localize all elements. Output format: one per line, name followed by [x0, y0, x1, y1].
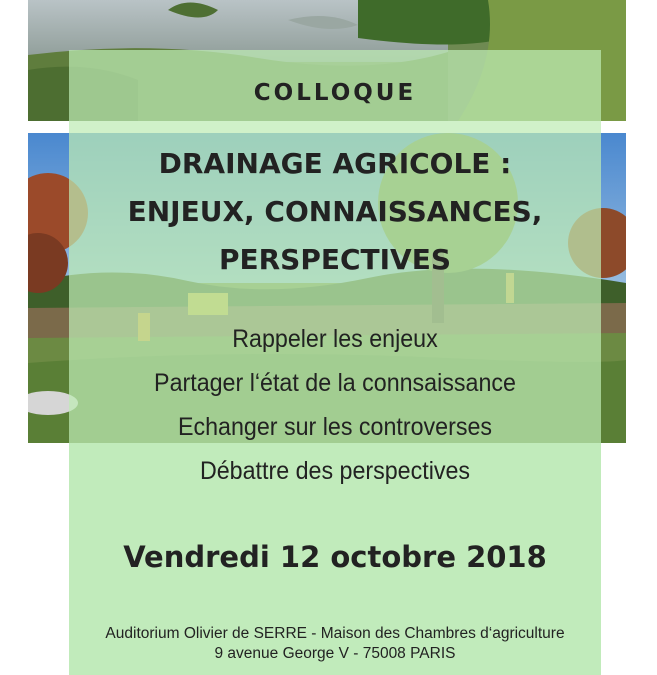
- objective-item: Débattre des perspectives: [199, 457, 471, 485]
- objective-item: Rappeler les enjeux: [232, 325, 438, 353]
- venue-address: 9 avenue George V - 75008 PARIS: [214, 645, 456, 662]
- event-venue: [69, 624, 601, 664]
- title-line: DRAINAGE AGRICOLE :: [158, 147, 512, 180]
- event-title: [69, 140, 601, 284]
- event-date: Vendredi 12 octobre 2018: [123, 540, 547, 574]
- event-type-kicker: COLLOQUE: [253, 80, 417, 106]
- title-line: PERSPECTIVES: [218, 243, 452, 276]
- objective-item: Echanger sur les controverses: [177, 413, 493, 441]
- venue-line: Auditorium Olivier de SERRE - Maison des Chambres d‘agriculture: [105, 625, 565, 642]
- objective-item: Partager l‘état de la connsaissance: [154, 369, 516, 397]
- title-line: ENJEUX, CONNAISSANCES,: [127, 195, 543, 228]
- objectives-list: [88, 317, 583, 493]
